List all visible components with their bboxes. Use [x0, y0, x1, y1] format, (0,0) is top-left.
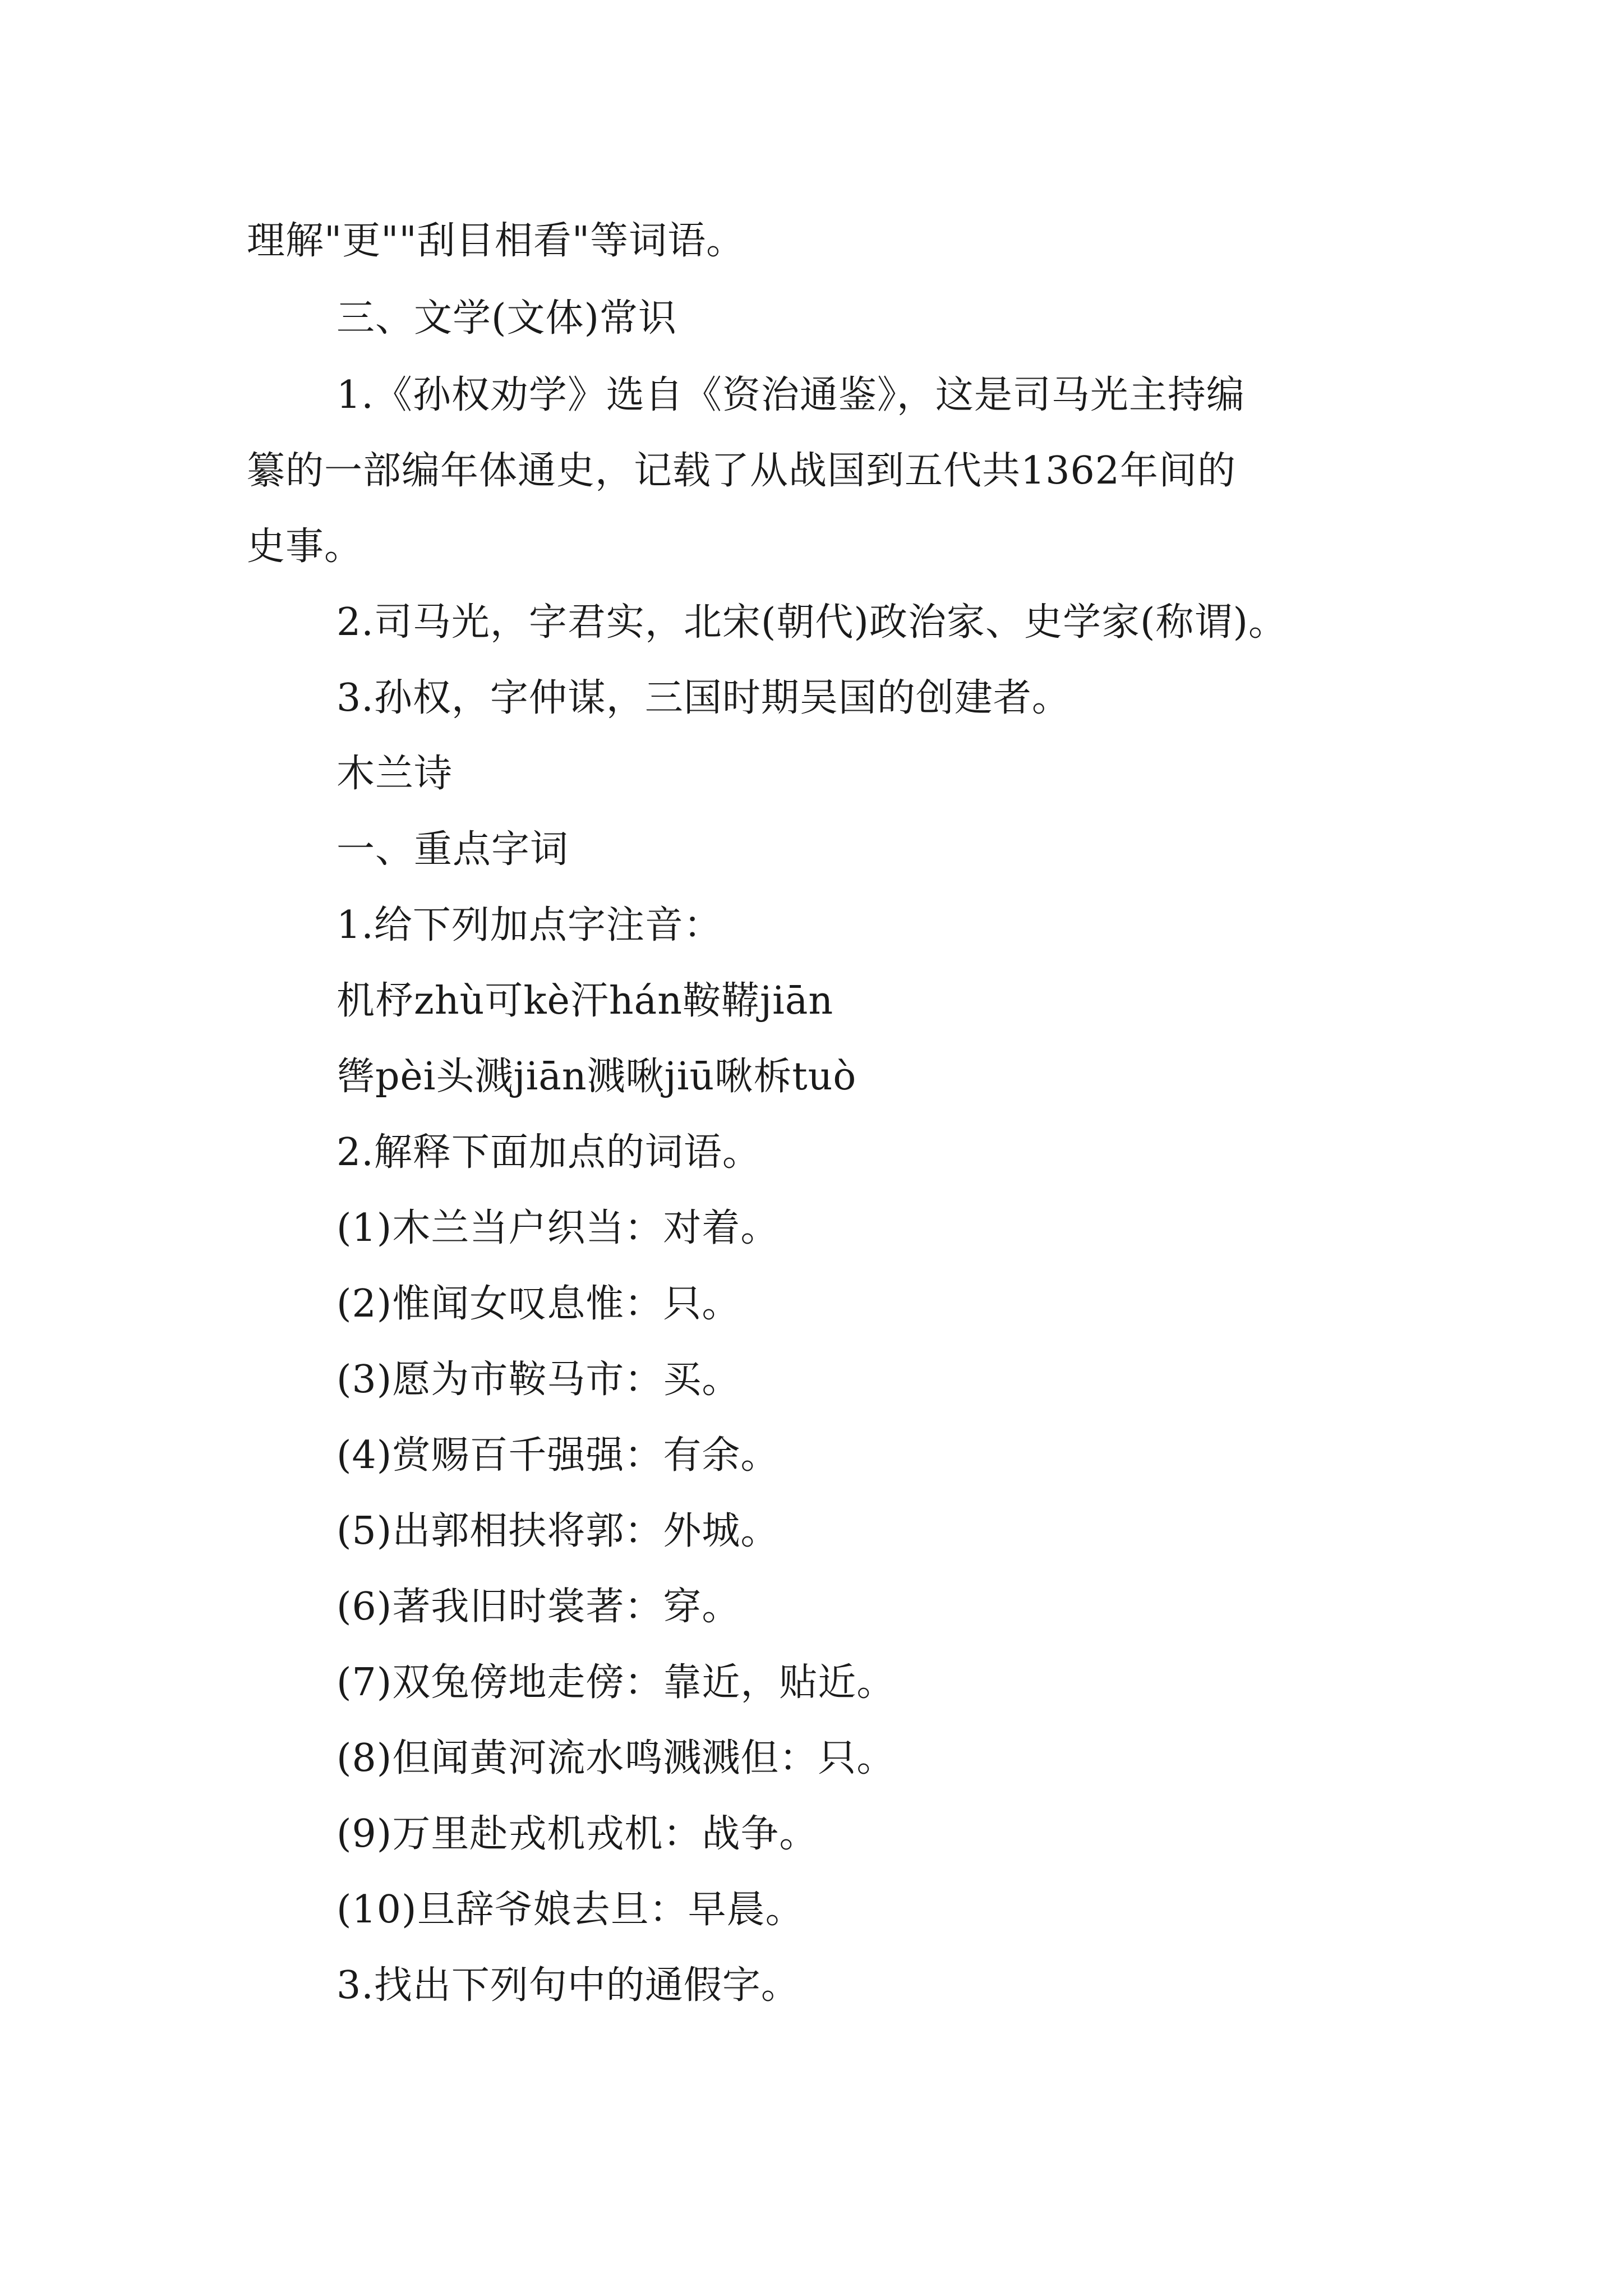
text-line: 纂的一部编年体通史，记载了从战国到五代共1362年间的 — [247, 449, 1237, 493]
list-item: (5)出郭相扶将郭：外城。 — [336, 1509, 780, 1553]
list-item: (2)惟闻女叹息惟：只。 — [336, 1282, 741, 1326]
section-heading: 三、文学(文体)常识 — [336, 296, 677, 341]
text-line: 史事。 — [247, 524, 363, 569]
list-item: (10)旦辞爷娘去旦：早晨。 — [336, 1888, 804, 1932]
text-line: 3.孙权，字仲谋，三国时期吴国的创建者。 — [336, 676, 1071, 720]
text-line: 1.给下列加点字注音： — [336, 903, 722, 947]
list-item: (7)双兔傍地走傍：靠近，贴近。 — [336, 1660, 896, 1705]
list-item: (9)万里赴戎机戎机：战争。 — [336, 1812, 818, 1856]
text-line: 3.找出下列句中的通假字。 — [336, 1963, 800, 2008]
text-line: 理解"更""刮目相看"等词语。 — [247, 219, 745, 263]
list-item: (8)但闻黄河流水鸣溅溅但：只。 — [336, 1736, 896, 1780]
poem-title: 木兰诗 — [336, 752, 453, 796]
section-heading: 一、重点字词 — [336, 827, 569, 872]
list-item: (4)赏赐百千强强：有余。 — [336, 1433, 780, 1478]
text-line: 1.《孙权劝学》选自《资治通鉴》，这是司马光主持编 — [336, 373, 1245, 417]
list-item: (6)著我旧时裳著：穿。 — [336, 1585, 741, 1629]
pinyin-line: 机杼zhù可kè汗hán鞍鞯jiān — [336, 979, 834, 1023]
text-line: 2.司马光，字君实，北宋(朝代)政治家、史学家(称谓)。 — [336, 600, 1287, 645]
pinyin-line: 辔pèi头溅jiān溅啾jiū啾柝tuò — [336, 1055, 857, 1099]
list-item: (1)木兰当户织当：对着。 — [336, 1206, 780, 1250]
text-line: 2.解释下面加点的词语。 — [336, 1130, 761, 1175]
list-item: (3)愿为市鞍马市：买。 — [336, 1358, 741, 1402]
